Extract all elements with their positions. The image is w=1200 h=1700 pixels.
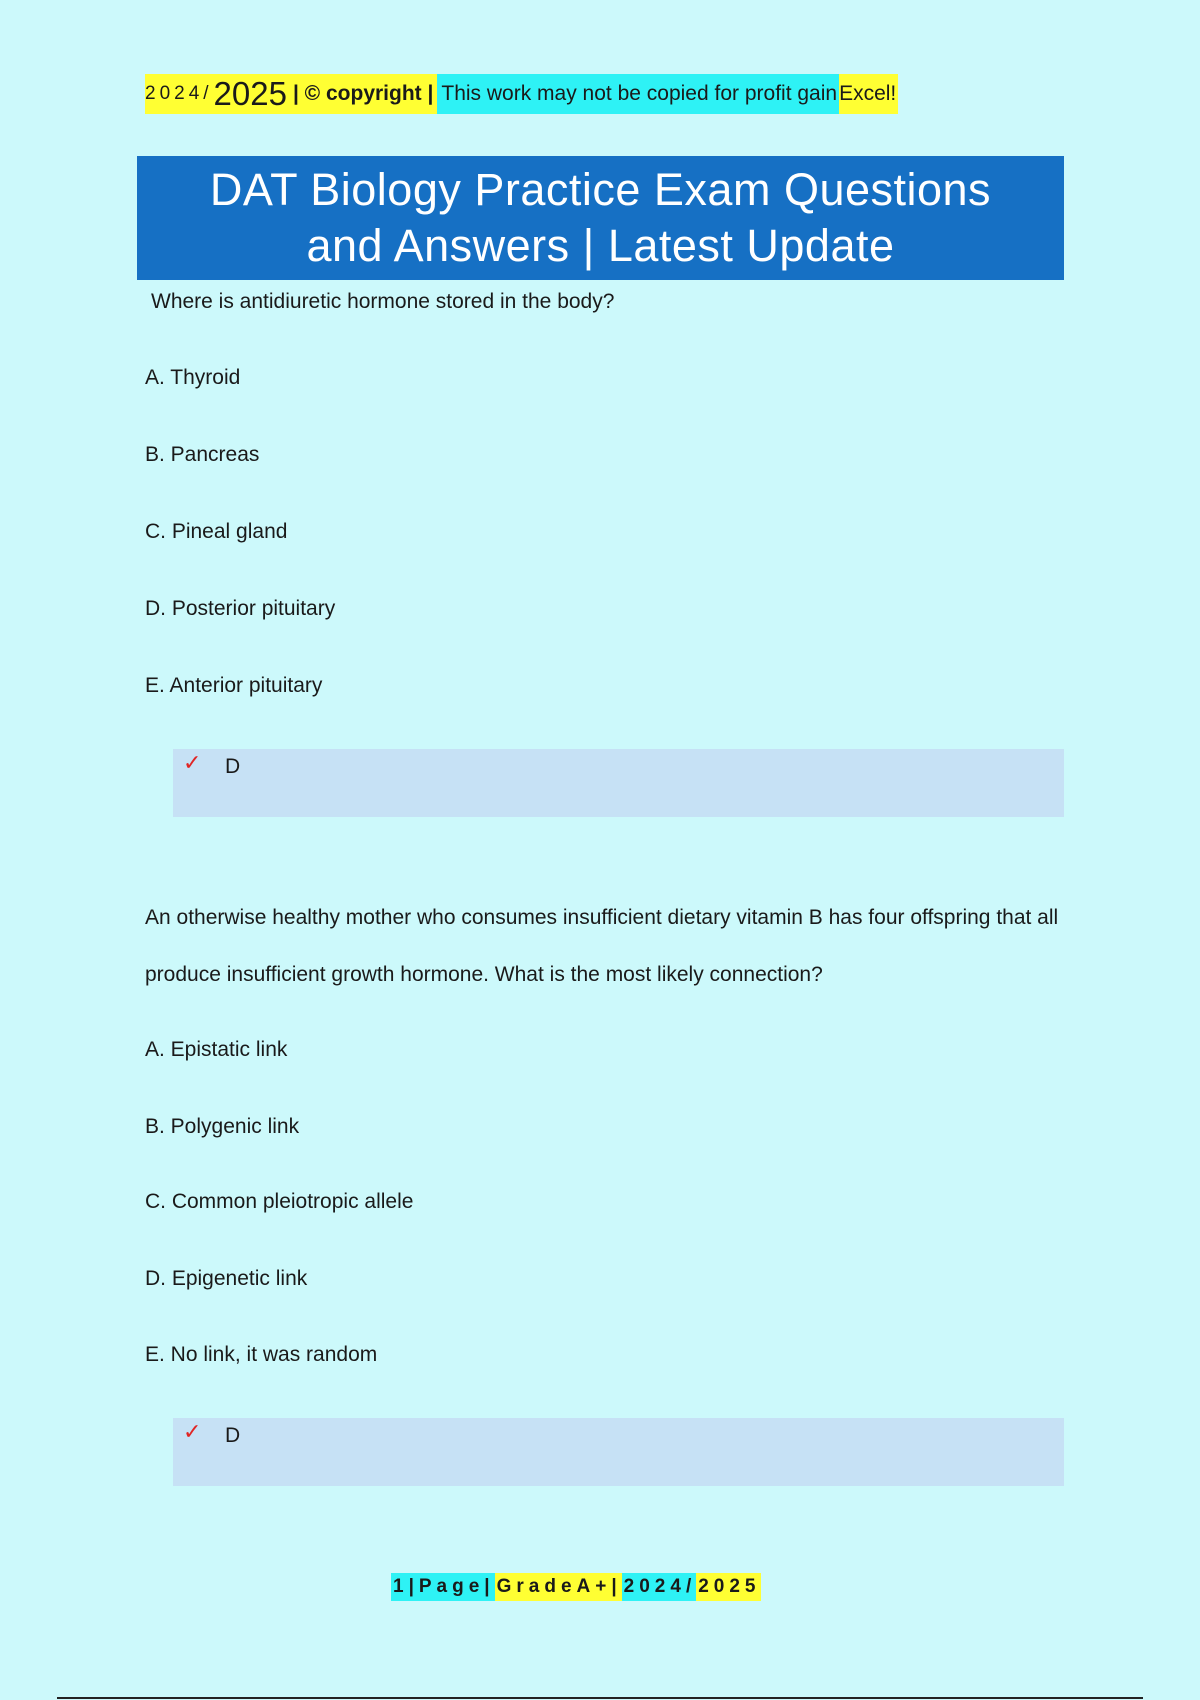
header-years-prefix: 2024/ bbox=[145, 83, 213, 104]
header-notice: This work may not be copied for profit gain bbox=[437, 74, 839, 114]
question-2-option-a: A. Epistatic link bbox=[145, 1038, 288, 1061]
question-2-prompt: An otherwise healthy mother who consumes insufficient dietary vitamin B has four offspring that all produce insufficient growth hormone. What is the most likely connection? bbox=[145, 906, 1059, 986]
footer-year-2: 2025 bbox=[696, 1573, 760, 1601]
question-1-option-d: D. Posterior pituitary bbox=[145, 597, 336, 620]
title-banner bbox=[137, 156, 1064, 280]
question-2-option-b: B. Polygenic link bbox=[145, 1115, 300, 1138]
question-2-answer: D bbox=[225, 1424, 241, 1447]
page-footer bbox=[391, 1573, 761, 1601]
check-mark-icon: ✓ bbox=[183, 1420, 202, 1445]
question-1-option-b: B. Pancreas bbox=[145, 443, 260, 466]
header-copyright-line bbox=[145, 74, 898, 114]
question-2-option-d: D. Epigenetic link bbox=[145, 1267, 308, 1290]
footer-page: 1|Page| bbox=[391, 1573, 495, 1601]
header-year-large: 2025 bbox=[213, 75, 287, 112]
check-mark-icon: ✓ bbox=[183, 751, 202, 776]
footer-grade: GradeA+| bbox=[495, 1573, 622, 1601]
footer-year-1: 2024/ bbox=[622, 1573, 697, 1601]
page-title: DAT Biology Practice Exam Questions and Answers | Latest Update bbox=[209, 164, 992, 271]
question-2-answer-box bbox=[173, 1418, 1064, 1486]
question-2-option-e: E. No link, it was random bbox=[145, 1343, 378, 1366]
question-1-answer: D bbox=[225, 755, 241, 778]
question-1-answer-box bbox=[173, 749, 1064, 817]
header-excel: Excel! bbox=[839, 74, 898, 114]
header-year-highlight bbox=[145, 74, 437, 114]
question-1-prompt: Where is antidiuretic hormone stored in the body? bbox=[151, 290, 615, 313]
question-1-option-a: A. Thyroid bbox=[145, 366, 241, 389]
bottom-divider bbox=[57, 1697, 1143, 1699]
question-2-option-c: C. Common pleiotropic allele bbox=[145, 1190, 414, 1213]
header-copyright: | © copyright | bbox=[292, 82, 434, 105]
question-1-option-c: C. Pineal gland bbox=[145, 520, 288, 543]
question-1-option-e: E. Anterior pituitary bbox=[145, 674, 323, 697]
